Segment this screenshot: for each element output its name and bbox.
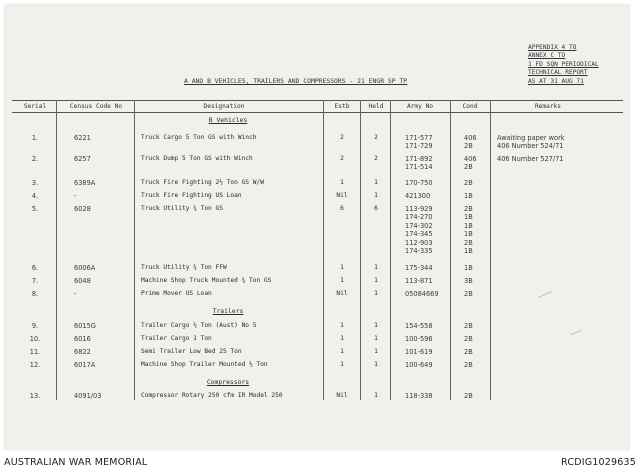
section-b-vehicles: B Vehicles	[208, 116, 248, 124]
cell-census: -	[74, 192, 77, 200]
cell-cond: 406	[464, 155, 477, 163]
cell-estb: 1	[340, 277, 344, 284]
cell-cond: 1B	[464, 264, 473, 272]
cell-cond: 2B	[464, 238, 473, 247]
cell-estb: Nil	[336, 290, 348, 297]
cell-held: 2	[374, 155, 378, 162]
table-top-rule	[12, 100, 623, 101]
header-held: Held	[368, 103, 384, 110]
cell-serial: 5.	[31, 205, 39, 213]
cell-army-no: 05084669	[405, 290, 439, 298]
cell-designation: Trailer Cargo 1 Ton	[141, 335, 212, 342]
cell-estb: 1	[340, 348, 344, 355]
appendix-line: TECHNICAL REPORT	[528, 69, 588, 77]
header-estb: Estb	[334, 103, 350, 110]
section-trailers: Trailers	[212, 307, 244, 315]
cell-census: 6048	[74, 277, 91, 285]
column-divider	[390, 100, 391, 400]
cell-estb: 6	[340, 205, 344, 212]
cell-army-no: 174-270	[405, 213, 433, 222]
cell-held: 1	[374, 290, 378, 297]
header-serial: Serial	[23, 103, 47, 110]
cell-cond: 2B	[464, 335, 473, 343]
cell-cond: 2B	[464, 348, 473, 356]
cell-army-no: 171-514	[405, 163, 433, 172]
cell-cond: 1B	[464, 230, 473, 239]
cell-cond: 1B	[464, 221, 473, 230]
header-designation: Designation	[203, 103, 245, 110]
cell-census: 6017A	[74, 361, 96, 369]
cell-cond: 2B	[464, 142, 473, 151]
cell-designation: Truck Fire Fighting US Loan	[141, 192, 242, 199]
cell-serial: 4.	[31, 192, 39, 200]
cell-estb: Nil	[336, 392, 348, 399]
footer-archive-name: AUSTRALIAN WAR MEMORIAL	[4, 457, 148, 468]
footer-record-id: RCDIG1029635	[561, 457, 636, 468]
document-title: A AND B VEHICLES, TRAILERS AND COMPRESSORS - 21 ENGR SP TP	[184, 77, 408, 85]
cell-army-no: 171-892	[405, 155, 433, 163]
cell-army-no: 170-750	[405, 179, 433, 187]
cell-held: 1	[374, 264, 378, 271]
cell-cond: 2B	[464, 361, 473, 369]
cell-census: -	[74, 290, 77, 298]
header-cond: Cond	[462, 103, 478, 110]
table-header-rule	[12, 112, 623, 113]
cell-army-no: 100-649	[405, 361, 433, 369]
cell-cond: 1B	[464, 213, 473, 222]
cell-army-no: 113-929	[405, 205, 433, 213]
cell-designation: Truck Fire Fighting 2½ Ton GS W/W	[141, 179, 264, 186]
cell-serial: 8.	[31, 290, 39, 298]
cell-census: 6015G	[74, 322, 96, 330]
cell-held: 6	[374, 205, 378, 212]
cell-held: 2	[374, 134, 378, 141]
cell-designation: Machine Shop Truck Mounted ¾ Ton GS	[141, 277, 272, 284]
cell-designation: Prime Mover US Loan	[141, 290, 212, 297]
cell-serial: 6.	[31, 264, 39, 272]
header-army-no: Army No	[406, 103, 434, 110]
cell-estb: 1	[340, 264, 344, 271]
appendix-line: ANNEX C TO	[528, 52, 566, 60]
cell-designation: Compressor Rotary 250 cfm IR Model 250	[141, 392, 283, 399]
column-divider	[134, 100, 135, 400]
cell-serial: 1.	[31, 134, 39, 142]
cell-designation: Truck Dump 5 Ton GS with Winch	[141, 155, 253, 162]
cell-cond: 2B	[464, 163, 473, 172]
cell-serial: 12.	[29, 361, 41, 369]
cell-army-no: 100-596	[405, 335, 433, 343]
cell-serial: 9.	[31, 322, 39, 330]
cell-army-no: 171-729	[405, 142, 433, 151]
cell-serial: 2.	[31, 155, 39, 163]
cell-census: 6006A	[74, 264, 96, 272]
cell-census: 6221	[74, 134, 91, 142]
column-divider	[56, 100, 57, 400]
cell-cond: 1B	[464, 192, 473, 200]
cell-army-no: 174-335	[405, 247, 433, 255]
cell-cond: 2B	[464, 392, 473, 400]
cell-census: 6389A	[74, 179, 96, 187]
cell-held: 1	[374, 322, 378, 329]
cell-army-no: 175-344	[405, 264, 433, 272]
cell-remarks: 406 Number 527/71	[497, 155, 564, 163]
appendix-line: 1 FD SQN PERIODICAL	[528, 60, 599, 68]
appendix-reference	[528, 44, 599, 86]
cell-cond: 2B	[464, 290, 473, 298]
cell-estb: 2	[340, 155, 344, 162]
cell-designation: Truck Utility ¾ Ton FFW	[141, 264, 227, 271]
cell-cond: 1B	[464, 247, 473, 255]
column-divider	[360, 100, 361, 400]
cell-remarks: Awaiting paper work	[497, 134, 565, 142]
cell-census: 6028	[74, 205, 91, 213]
cell-estb: 2	[340, 134, 344, 141]
cell-estb: 1	[340, 335, 344, 342]
appendix-line: AS AT 31 AUG 71	[528, 77, 584, 85]
appendix-line: APPENDIX 4 TO	[528, 44, 577, 51]
cell-army-no: 421300	[405, 192, 431, 200]
cell-designation: Truck Cargo 5 Ton GS with Winch	[141, 134, 257, 141]
cell-estb: 1	[340, 179, 344, 186]
cell-serial: 7.	[31, 277, 39, 285]
cell-designation: Semi Trailer Low Bed 25 Ton	[141, 348, 242, 355]
cell-census: 4091/03	[74, 392, 102, 400]
cell-census: 6016	[74, 335, 91, 343]
cell-held: 1	[374, 192, 378, 199]
cell-cond: 2B	[464, 322, 473, 330]
cell-remarks: 406 Number 524/71	[497, 142, 564, 151]
header-census-code: Census Code No	[69, 103, 123, 110]
cell-held: 1	[374, 361, 378, 368]
cell-cond: 2B	[464, 179, 473, 187]
cell-serial: 13.	[29, 392, 41, 400]
column-divider	[490, 100, 491, 400]
cell-estb: Nil	[336, 192, 348, 199]
cell-designation: Trailer Cargo ½ Ton (Aust) No 5	[141, 322, 257, 329]
cell-army-no: 154-558	[405, 322, 433, 330]
column-divider	[323, 100, 324, 400]
cell-cond: 2B	[464, 205, 473, 213]
cell-army-no: 112-903	[405, 238, 433, 247]
cell-estb: 1	[340, 322, 344, 329]
cell-estb: 1	[340, 361, 344, 368]
cell-army-no: 174-345	[405, 230, 433, 239]
cell-army-no: 174-302	[405, 221, 433, 230]
cell-census: 6822	[74, 348, 91, 356]
cell-serial: 10.	[29, 335, 41, 343]
header-remarks: Remarks	[534, 103, 562, 110]
cell-held: 1	[374, 179, 378, 186]
cell-census: 6257	[74, 155, 91, 163]
cell-held: 1	[374, 348, 378, 355]
cell-army-no: 101-619	[405, 348, 433, 356]
cell-cond: 406	[464, 134, 477, 142]
cell-serial: 11.	[29, 348, 41, 356]
cell-designation: Machine Shop Trailer Mounted ½ Ton	[141, 361, 268, 368]
cell-held: 1	[374, 335, 378, 342]
cell-designation: Truck Utility ¾ Ton GS	[141, 205, 223, 212]
cell-army-no: 113-871	[405, 277, 433, 285]
column-divider	[450, 100, 451, 400]
section-compressors: Compressors	[206, 378, 250, 386]
cell-held: 1	[374, 392, 378, 399]
cell-army-no: 118-338	[405, 392, 433, 400]
cell-serial: 3.	[31, 179, 39, 187]
cell-army-no: 171-577	[405, 134, 433, 142]
cell-cond: 3B	[464, 277, 473, 285]
cell-held: 1	[374, 277, 378, 284]
